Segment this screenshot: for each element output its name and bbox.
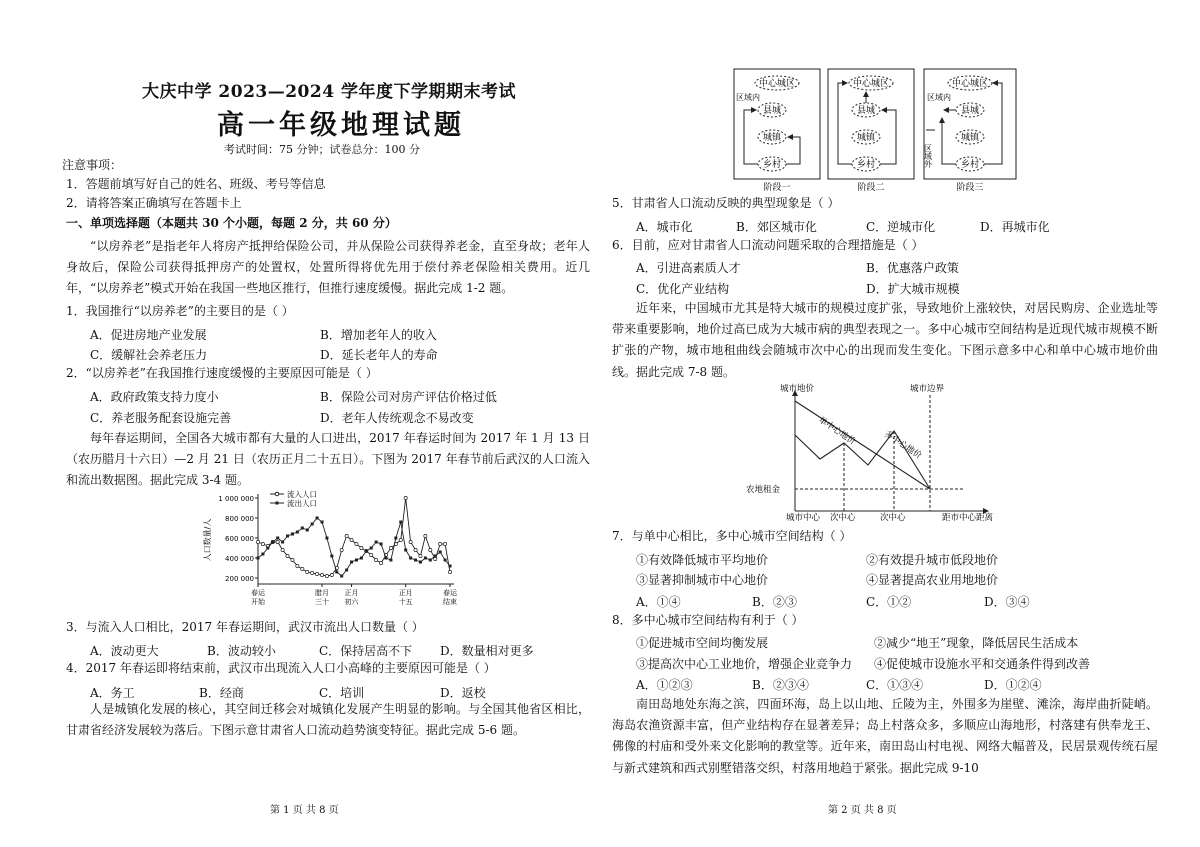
x-tick-label: 初六: [344, 598, 359, 606]
outflow-point: [370, 547, 373, 550]
legend-label-2: 流出人口: [287, 499, 317, 508]
x-tick-label: 春运: [251, 589, 265, 597]
q2-option-d[interactable]: D．老年人传统观念不易改变: [320, 411, 474, 425]
stage-1-town: 城镇: [762, 133, 782, 143]
land-ylabel: 城市地价: [780, 384, 815, 394]
q2-option-a[interactable]: A．政府政策支持力度小: [90, 390, 219, 404]
outflow-point: [399, 521, 402, 524]
inflow-point: [429, 548, 432, 551]
q4-option-a[interactable]: A．务工: [90, 686, 135, 700]
land-x-center: 城市中心: [786, 513, 821, 523]
q3-option-c[interactable]: C．保持居高不下: [319, 644, 413, 658]
x-tick-label: 十五: [398, 598, 413, 606]
q7-statement-3: ③显著抑制城市中心地价: [636, 573, 769, 587]
q4-option-b[interactable]: B．经商: [199, 686, 244, 700]
inflow-point: [315, 572, 318, 575]
passage-4: 近年来，中国城市尤其是特大城市的规模过度扩张，导致地价上涨较快，对居民购房、企业选址等带来重要影响，地价过高已成为大城市病的典型表现之一。多中心城市空间结构是近现代城市规模不断扩张的产物，城市地租曲线会随城市次中心的出现而发生变化。下图示意多中心和单中心城市地价曲线。据此完成 7-8 题。: [612, 301, 1158, 379]
land-single-center-label: 单中心地价: [816, 415, 858, 448]
question-3: 3．与流入人口相比，2017 年春运期间，武汉市流出人口数量（ ）: [66, 620, 424, 634]
question-5: 5．甘肃省人口流动反映的典型现象是（ ）: [612, 196, 840, 210]
stage-3-region-in: 区域内: [927, 93, 951, 102]
outflow-point: [350, 561, 353, 564]
passage-2: 每年春运期间，全国各大城市都有大量的人口进出，2017 年春运时间为 2017 年 1 月 13 日（农历腊月十六日）—2 月 21 日（农历正月二十五日）。下图为 2017 年春节前后武汉的人口流入和流出数据图。据此完成 3-4 题。: [66, 431, 590, 488]
q8-statement-4: ④促使城市设施水平和交通条件得到改善: [874, 657, 1091, 671]
legend-marker-outflow: [276, 502, 279, 505]
q4-option-d[interactable]: D．返校: [440, 686, 486, 700]
school-title: 大庆中学 2023—2024 学年度下学期期末考试: [142, 82, 516, 102]
inflow-point: [320, 573, 323, 576]
inflow-point: [434, 557, 437, 560]
outflow-point: [286, 535, 289, 538]
q8-option-a[interactable]: A．①②③: [636, 678, 693, 692]
q4-option-c[interactable]: C．培训: [319, 686, 365, 700]
outflow-point: [330, 555, 333, 558]
inflow-point: [443, 542, 446, 545]
outflow-point: [365, 550, 368, 553]
q8-option-d[interactable]: D．①②④: [984, 678, 1042, 692]
stage-1-panel: [734, 69, 820, 193]
outflow-point: [380, 543, 383, 546]
stage-1-village: 乡村: [762, 160, 782, 170]
q5-option-d[interactable]: D．再城市化: [980, 220, 1050, 234]
section-heading: 一、单项选择题（本题共 30 个小题，每题 2 分，共 60 分）: [66, 216, 397, 230]
inflow-point: [414, 548, 417, 551]
outflow-point: [385, 557, 388, 560]
series-line-2: [258, 518, 450, 576]
stage-3-region-out: 区域外: [923, 144, 933, 168]
stage-1-county: 县城: [762, 106, 782, 116]
q8-option-c[interactable]: C．①③④: [866, 678, 924, 692]
x-tick-label: 结束: [443, 598, 457, 606]
inflow-point: [355, 542, 358, 545]
stage-2-village: 乡村: [856, 160, 876, 170]
land-xlabel: 距市中心距离: [942, 513, 994, 523]
q2-option-b[interactable]: B．保险公司对房产评估价格过低: [320, 390, 497, 404]
population-flow-chart: [200, 490, 460, 618]
legend-label-1: 流入人口: [287, 490, 317, 499]
outflow-point: [257, 557, 260, 560]
passage-3: 人是城镇化发展的核心，其空间迁移会对城镇化发展产生明显的影响。与全国其他省区相比，甘肃省经济发展较为落后。下图示意甘肃省人口流动趋势演变特征。据此完成 5-6 题。: [66, 702, 590, 738]
land-price-curve-diagram: [738, 383, 1058, 523]
passage-5: 南田岛地处东海之滨，四面环海，岛上以山地、丘陵为主，外围多为崖壁、滩涂，海岸曲折陡峭。海岛农渔资源丰富，但产业结构存在显著差异；岛上村落众多，多顺应山海地形，村落建有供奉龙王、佛像的村庙和受外来文化影响的教堂等。近年来，南田岛山村电视、网络大幅普及，民居景观传统石屋与新式建筑和西式别墅错落交织，村落用地趋于紧张。据此完成 9-10: [612, 697, 1158, 775]
q3-option-a[interactable]: A．波动更大: [90, 644, 159, 658]
stage-2-label: 阶段二: [857, 183, 885, 193]
stage-2-town: 城镇: [856, 133, 876, 143]
outflow-point: [419, 561, 422, 564]
x-tick-label: 开始: [251, 598, 265, 606]
land-x-sub2: 次中心: [880, 513, 906, 523]
x-tick-label: 春运: [443, 589, 457, 597]
inflow-point: [424, 534, 427, 537]
outflow-point: [281, 541, 284, 544]
outflow-point: [389, 559, 392, 562]
outflow-point: [296, 531, 299, 534]
outflow-point: [325, 537, 328, 540]
inflow-point: [281, 548, 284, 551]
question-8: 8．多中心城市空间结构有利于（ ）: [612, 613, 804, 627]
q7-option-b[interactable]: B．②③: [752, 595, 797, 609]
stage-1-center: 中心城区: [758, 79, 796, 89]
q1-option-a[interactable]: A．促进房地产业发展: [90, 328, 207, 342]
inflow-point: [379, 561, 382, 564]
q2-option-c[interactable]: C．养老服务配套设施完善: [90, 411, 232, 425]
inflow-point: [448, 570, 451, 573]
inflow-point: [325, 574, 328, 577]
inflow-point: [276, 540, 279, 543]
outflow-point: [335, 571, 338, 574]
outflow-point: [409, 557, 412, 560]
x-tick-label: 三十: [315, 598, 329, 606]
q7-statement-4: ④显著提高农业用地地价: [866, 573, 999, 587]
stage-3-panel: [923, 69, 1017, 193]
inflow-point: [399, 538, 402, 541]
inflow-point: [311, 571, 314, 574]
q7-statement-2: ②有效提升城市低段地价: [866, 553, 999, 567]
stage-2-center: 中心城区: [852, 79, 890, 89]
inflow-point: [389, 546, 392, 549]
inflow-point: [375, 558, 378, 561]
inflow-point: [419, 554, 422, 557]
q6-option-b[interactable]: B．优惠落户政策: [866, 261, 959, 275]
outflow-point: [261, 553, 264, 556]
inflow-point: [330, 573, 333, 576]
land-x-sub1: 次中心: [830, 513, 856, 523]
stage-2-county: 县城: [856, 106, 876, 116]
inflow-point: [350, 538, 353, 541]
outflow-point: [434, 555, 437, 558]
inflow-point: [286, 554, 289, 557]
outflow-point: [444, 559, 447, 562]
outflow-point: [439, 551, 442, 554]
question-6: 6．目前，应对甘肃省人口流动问题采取的合理措施是（ ）: [612, 238, 924, 252]
page-number-right: 第 2 页 共 8 页: [828, 805, 897, 816]
q3-option-d[interactable]: D．数量相对更多: [440, 644, 534, 658]
inflow-point: [291, 558, 294, 561]
inflow-point: [370, 553, 373, 556]
q7-option-d[interactable]: D．③④: [984, 595, 1030, 609]
inflow-point: [296, 564, 299, 567]
y-tick-label: 800 000: [225, 515, 254, 523]
y-tick-label: 400 000: [225, 555, 254, 563]
notice-item-1: 1．答题前填写好自己的姓名、班级、考号等信息: [66, 177, 326, 191]
notice-item-2: 2．请将答案正确填写在答题卡上: [66, 196, 242, 210]
stage-3-label: 阶段三: [956, 183, 984, 193]
q7-option-c[interactable]: C．①②: [866, 595, 912, 609]
outflow-point: [360, 557, 363, 560]
stage-2-panel: [828, 69, 914, 193]
page-number-left: 第 1 页 共 8 页: [270, 805, 339, 816]
q8-statement-1: ①促进城市空间均衡发展: [636, 636, 769, 650]
outflow-point: [404, 549, 407, 552]
outflow-point: [424, 557, 427, 560]
q5-option-a[interactable]: A．城市化: [636, 220, 693, 234]
outflow-point: [355, 559, 358, 562]
y-tick-label: 200 000: [225, 575, 254, 583]
inflow-point: [360, 546, 363, 549]
y-axis-label: 人口数量/人: [203, 518, 212, 562]
outflow-point: [429, 559, 432, 562]
exam-info: 考试时间：75 分钟；试卷总分：100 分: [224, 143, 420, 156]
outflow-point: [266, 547, 269, 550]
stage-3-village: 乡村: [960, 160, 980, 170]
outflow-point: [291, 533, 294, 536]
outflow-point: [449, 565, 452, 568]
q1-option-c[interactable]: C．缓解社会养老压力: [90, 348, 208, 362]
population-flow-stages-diagram: [730, 68, 1020, 193]
q3-option-b[interactable]: B．波动较小: [207, 644, 276, 658]
outflow-point: [306, 529, 309, 532]
q7-option-a[interactable]: A．①④: [636, 595, 681, 609]
inflow-point: [340, 548, 343, 551]
outflow-point: [301, 527, 304, 530]
inflow-point: [439, 542, 442, 545]
inflow-point: [345, 534, 348, 537]
outflow-point: [271, 541, 274, 544]
q8-statement-2: ②减少“地王”现象，降低居民生活成本: [874, 636, 1079, 650]
legend-marker-inflow: [275, 492, 279, 496]
outflow-point: [340, 575, 343, 578]
outflow-point: [321, 521, 324, 524]
land-multi-center-label: 多中心地价: [882, 429, 924, 462]
outflow-point: [414, 559, 417, 562]
inflow-point: [404, 496, 407, 499]
question-2: 2．“以房养老”在我国推行速度缓慢的主要原因可能是（ ）: [66, 366, 378, 380]
q1-option-b[interactable]: B．增加老年人的收入: [320, 328, 437, 342]
inflow-point: [306, 570, 309, 573]
q8-option-b[interactable]: B．②③④: [752, 678, 809, 692]
q5-option-c[interactable]: C．逆城市化: [866, 220, 936, 234]
x-tick-label: 腊月: [315, 589, 329, 597]
q7-statement-1: ①有效降低城市平均地价: [636, 553, 769, 567]
q8-statement-3: ③提高次中心工业地价，增强企业竞争力: [636, 657, 853, 671]
stage-1-region-in: 区域内: [736, 93, 760, 102]
land-farm-rent-label: 农地租金: [746, 485, 781, 495]
outflow-point: [375, 541, 378, 544]
inflow-point: [256, 540, 259, 543]
q6-option-c[interactable]: C．优化产业结构: [636, 282, 730, 296]
outflow-point: [394, 537, 397, 540]
notice-heading: 注意事项：: [62, 158, 123, 172]
q1-option-d[interactable]: D．延长老年人的寿命: [320, 348, 438, 362]
question-7: 7．与单中心相比，多中心城市空间结构（ ）: [612, 529, 852, 543]
question-1: 1．我国推行“以房养老”的主要目的是（ ）: [66, 304, 294, 318]
exam-title: 高一年级地理试题: [217, 110, 465, 141]
y-tick-label: 1 000 000: [218, 495, 254, 503]
stage-1-label: 阶段一: [763, 183, 791, 193]
outflow-point: [311, 523, 314, 526]
land-boundary-label: 城市边界: [910, 384, 945, 394]
y-tick-label: 600 000: [225, 535, 254, 543]
outflow-point: [276, 537, 279, 540]
x-tick-label: 正月: [398, 589, 413, 597]
x-tick-label: 正月: [344, 589, 359, 597]
q5-option-b[interactable]: B．郊区城市化: [736, 220, 817, 234]
outflow-point: [345, 569, 348, 572]
q6-option-d[interactable]: D．扩大城市规模: [866, 282, 960, 296]
inflow-point: [261, 542, 264, 545]
inflow-point: [409, 540, 412, 543]
q6-option-a[interactable]: A．引进高素质人才: [636, 261, 741, 275]
stage-3-town: 城镇: [960, 133, 980, 143]
question-4: 4．2017 年春运即将结束前，武汉市出现流入人口小高峰的主要原因可能是（ ）: [66, 661, 496, 675]
outflow-point: [316, 517, 319, 520]
stage-3-center: 中心城区: [951, 79, 989, 89]
passage-1: “以房养老”是指老年人将房产抵押给保险公司，并从保险公司获得养老金，直至身故；老年人身故后，保险公司获得抵押房产的处置权，处置所得将优先用于偿付养老保险相关费用。近几年，“以房养老”模式开始在我国一些地区推行，但推行速度缓慢。据此完成 1-2 题。: [66, 239, 590, 296]
inflow-point: [301, 567, 304, 570]
stage-3-county: 县城: [960, 106, 980, 116]
